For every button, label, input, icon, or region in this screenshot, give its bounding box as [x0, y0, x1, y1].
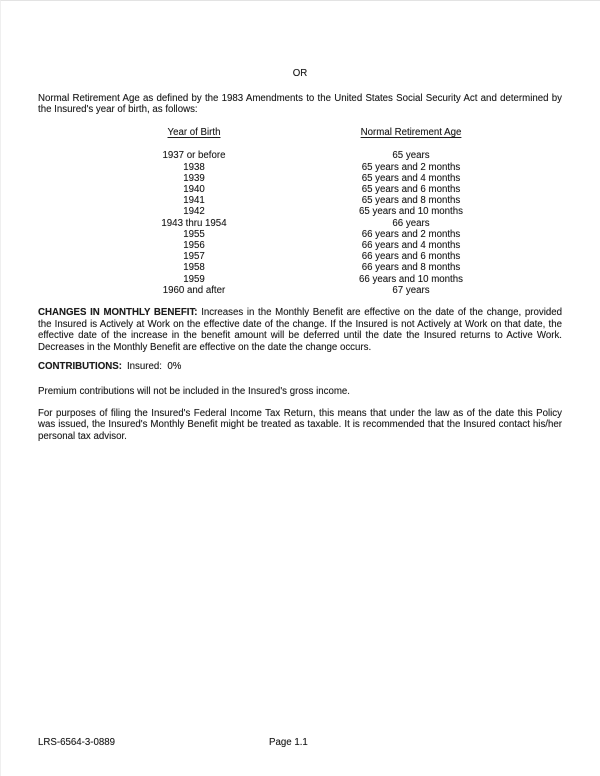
year-of-birth-cell: 1960 and after — [162, 284, 226, 296]
or-separator: OR — [292, 68, 308, 79]
document-page — [1, 68, 600, 442]
contributions-heading: CONTRIBUTIONS: — [38, 361, 122, 373]
retirement-age-cell: 65 years and 4 months — [361, 172, 461, 184]
intro-line: Normal Retirement Age as defined by the 1983 Amendments to the United States Social Security Act and determined by — [38, 92, 562, 104]
table-row — [38, 229, 562, 240]
table-body — [38, 150, 562, 296]
changes-heading: CHANGES IN MONTHLY BENEFIT: — [38, 307, 198, 319]
tax-line: personal tax advisor. — [38, 430, 127, 442]
intro-paragraph — [38, 93, 562, 116]
premium-contributions-line: Premium contributions will not be included in the Insured's gross income. — [38, 385, 351, 397]
year-of-birth-cell: 1958 — [183, 262, 205, 274]
changes-first-line — [38, 307, 562, 319]
year-of-birth-cell: 1941 — [183, 195, 205, 207]
changes-line: the Insured is Actively at Work on the effective date of the change. If the Insured is not Actively at Work on that date, the — [38, 318, 562, 330]
table-row — [38, 184, 562, 195]
retirement-age-header: Normal Retirement Age — [360, 126, 462, 138]
retirement-age-cell: 66 years — [392, 217, 430, 229]
changes-line: effective date of the increase in the benefit amount will be deferred until the date the Insured returns to Active Work. — [38, 330, 562, 342]
tax-line: was issued, the Insured's Monthly Benefit might be treated as taxable. It is recommended that the Insured contact his/her — [38, 419, 562, 431]
retirement-age-header-cell — [350, 127, 472, 139]
changes-in-monthly-benefit-paragraph — [38, 307, 562, 353]
tax-line: For purposes of filing the Insured's Federal Income Tax Return, this means that under the law as of the date this Policy — [38, 407, 562, 419]
year-of-birth-cell: 1940 — [183, 183, 205, 195]
table-row — [38, 285, 562, 296]
table-row — [38, 240, 562, 251]
year-of-birth-cell: 1938 — [183, 161, 205, 173]
table-row — [38, 173, 562, 184]
year-of-birth-cell: 1943 thru 1954 — [161, 217, 227, 229]
retirement-age-cell: 65 years and 6 months — [361, 183, 461, 195]
year-of-birth-cell: 1957 — [183, 251, 205, 263]
retirement-age-cell: 65 years and 10 months — [359, 206, 463, 218]
table-header-row — [38, 127, 562, 139]
table-row — [38, 162, 562, 173]
tax-paragraph — [38, 408, 562, 443]
year-of-birth-cell: 1955 — [183, 228, 205, 240]
retirement-age-cell: 67 years — [392, 284, 430, 296]
retirement-age-cell: 65 years and 8 months — [361, 195, 461, 207]
year-of-birth-header-cell — [38, 127, 350, 139]
form-number: LRS-6564-3-0889 — [38, 737, 116, 748]
table-row — [38, 262, 562, 273]
retirement-age-cell: 65 years and 2 months — [361, 161, 461, 173]
intro-line: the Insured's year of birth, as follows: — [38, 104, 198, 116]
changes-lines — [38, 319, 562, 354]
table-row — [38, 274, 562, 285]
retirement-age-cell: 66 years and 10 months — [359, 273, 463, 285]
table-row — [38, 206, 562, 217]
table-row — [38, 150, 562, 161]
table-row — [38, 195, 562, 206]
year-of-birth-cell: 1942 — [183, 206, 205, 218]
retirement-age-cell: 66 years and 6 months — [361, 251, 461, 263]
table-row — [38, 251, 562, 262]
year-of-birth-cell: 1956 — [183, 240, 205, 251]
table-row — [38, 218, 562, 229]
contributions-line — [38, 361, 562, 373]
year-of-birth-cell: 1959 — [183, 273, 205, 285]
retirement-age-cell: 66 years and 4 months — [361, 240, 461, 251]
changes-line: Decreases in the Monthly Benefit are effective on the date the change occurs. — [38, 341, 372, 353]
retirement-age-cell: 65 years — [392, 150, 430, 162]
contributions-value: Insured: 0% — [126, 361, 182, 373]
page-number: Page 1.1 — [269, 737, 308, 748]
retirement-age-cell: 66 years and 2 months — [361, 228, 461, 240]
retirement-age-cell: 66 years and 8 months — [361, 262, 461, 274]
retirement-age-table — [38, 127, 562, 296]
changes-first-line-text: Increases in the Monthly Benefit are effective on the date of the change, provided — [201, 307, 563, 319]
year-of-birth-cell: 1939 — [183, 172, 205, 184]
year-of-birth-header: Year of Birth — [167, 126, 221, 138]
year-of-birth-cell: 1937 or before — [162, 150, 226, 162]
